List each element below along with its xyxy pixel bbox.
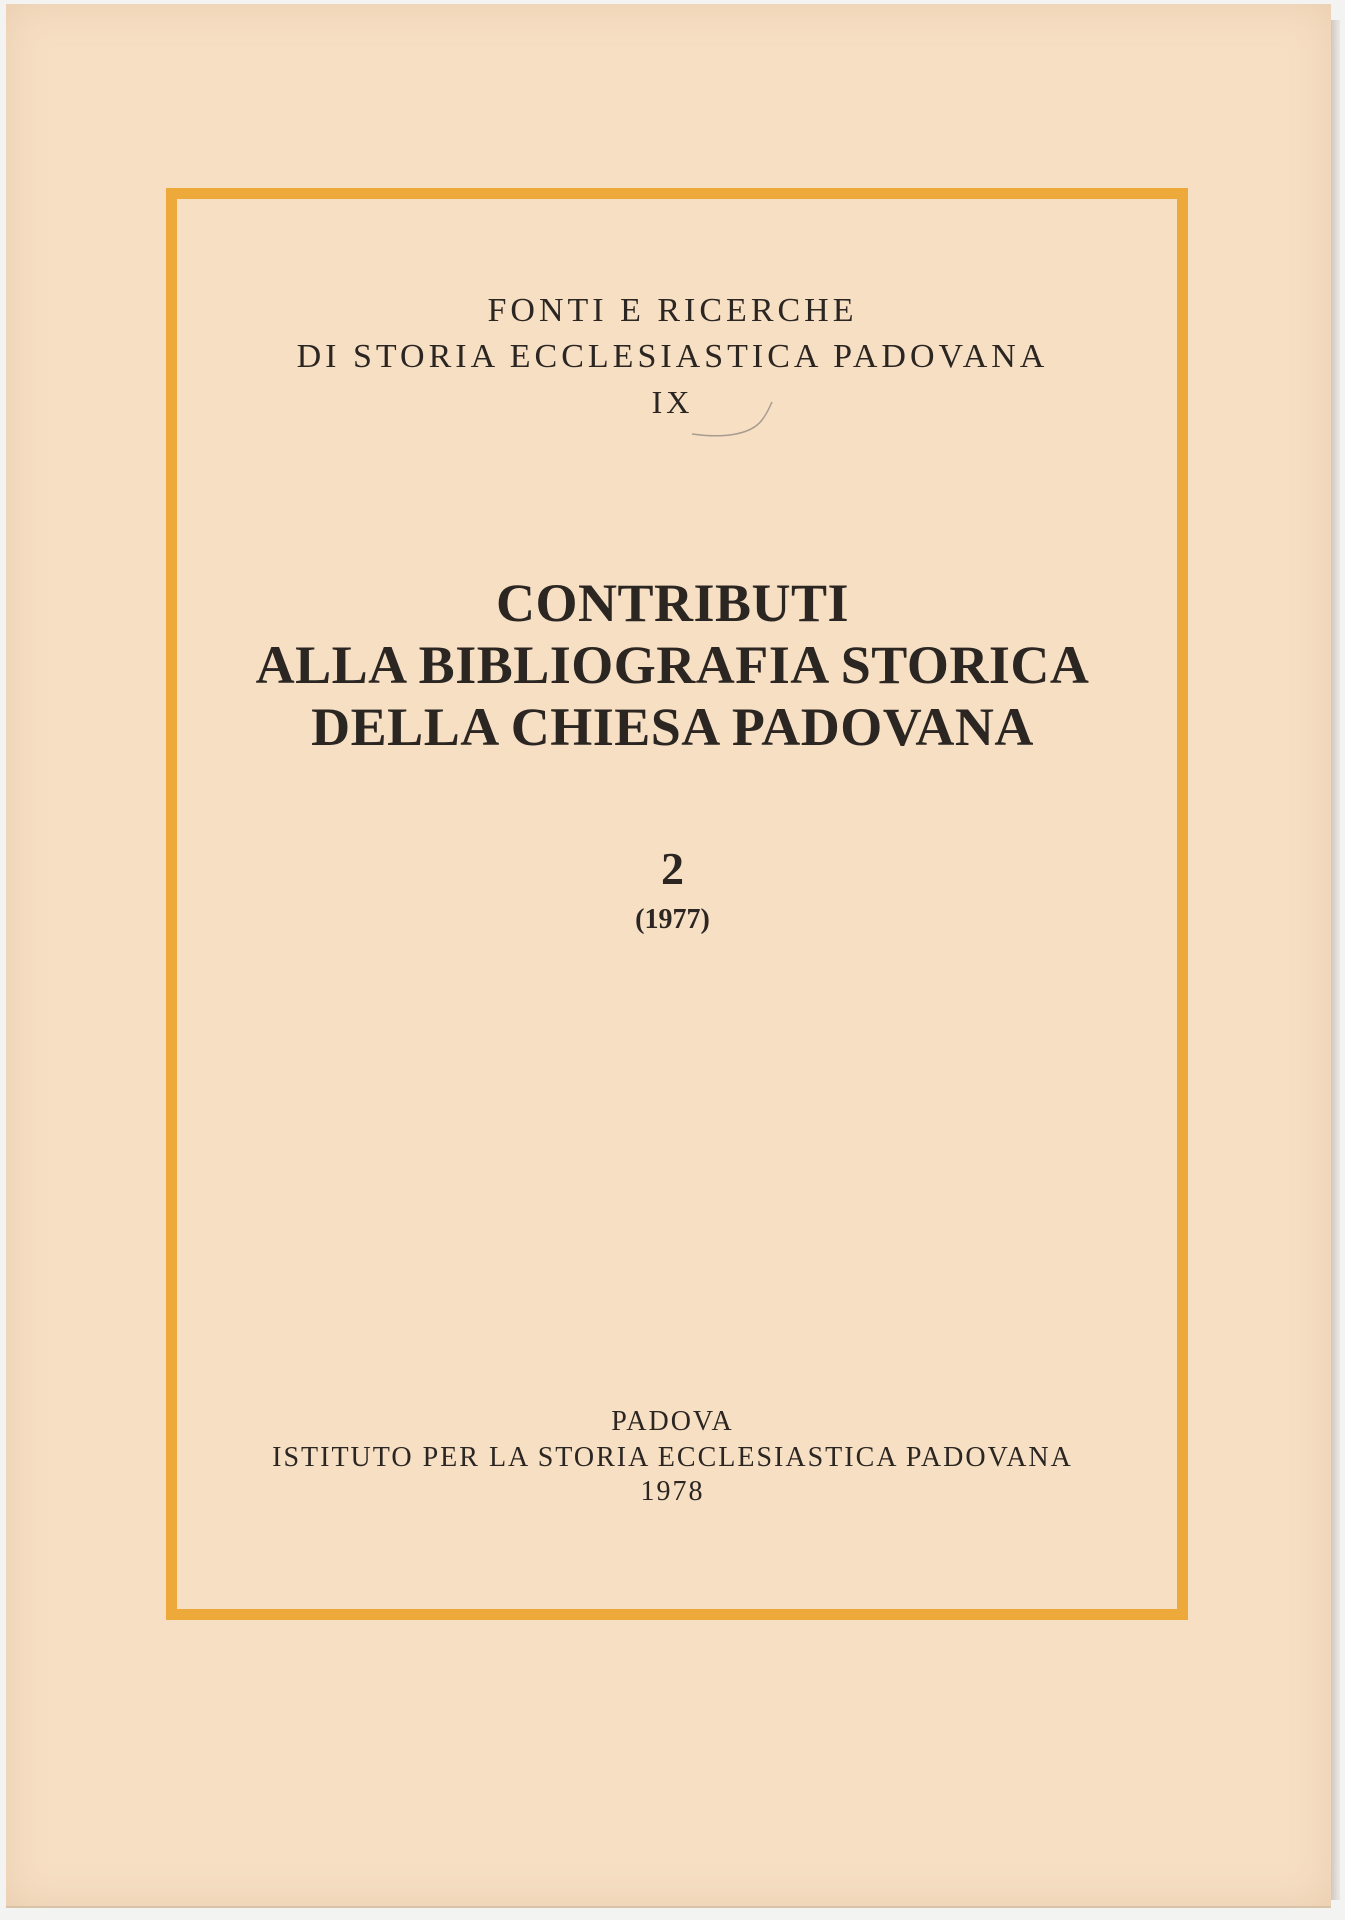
pencil-mark [690, 398, 790, 438]
book-title-line-2: ALLA BIBLIOGRAFIA STORICA [255, 635, 1090, 695]
publication-year: 1978 [640, 1476, 705, 1507]
volume-number: 2 [661, 843, 684, 894]
series-title-line-2: DI STORIA ECCLESIASTICA PADOVANA [296, 338, 1049, 375]
series-title-line-1: FONTI E RICERCHE [487, 292, 858, 329]
publisher-city: PADOVA [611, 1406, 734, 1437]
book-title-line-3: DELLA CHIESA PADOVANA [311, 697, 1034, 757]
book-title-line-1: CONTRIBUTI [495, 573, 850, 633]
volume-year: (1977) [635, 904, 710, 935]
series-number: IX [651, 384, 694, 420]
publisher-name: ISTITUTO PER LA STORIA ECCLESIASTICA PADOVANA [272, 1442, 1073, 1473]
